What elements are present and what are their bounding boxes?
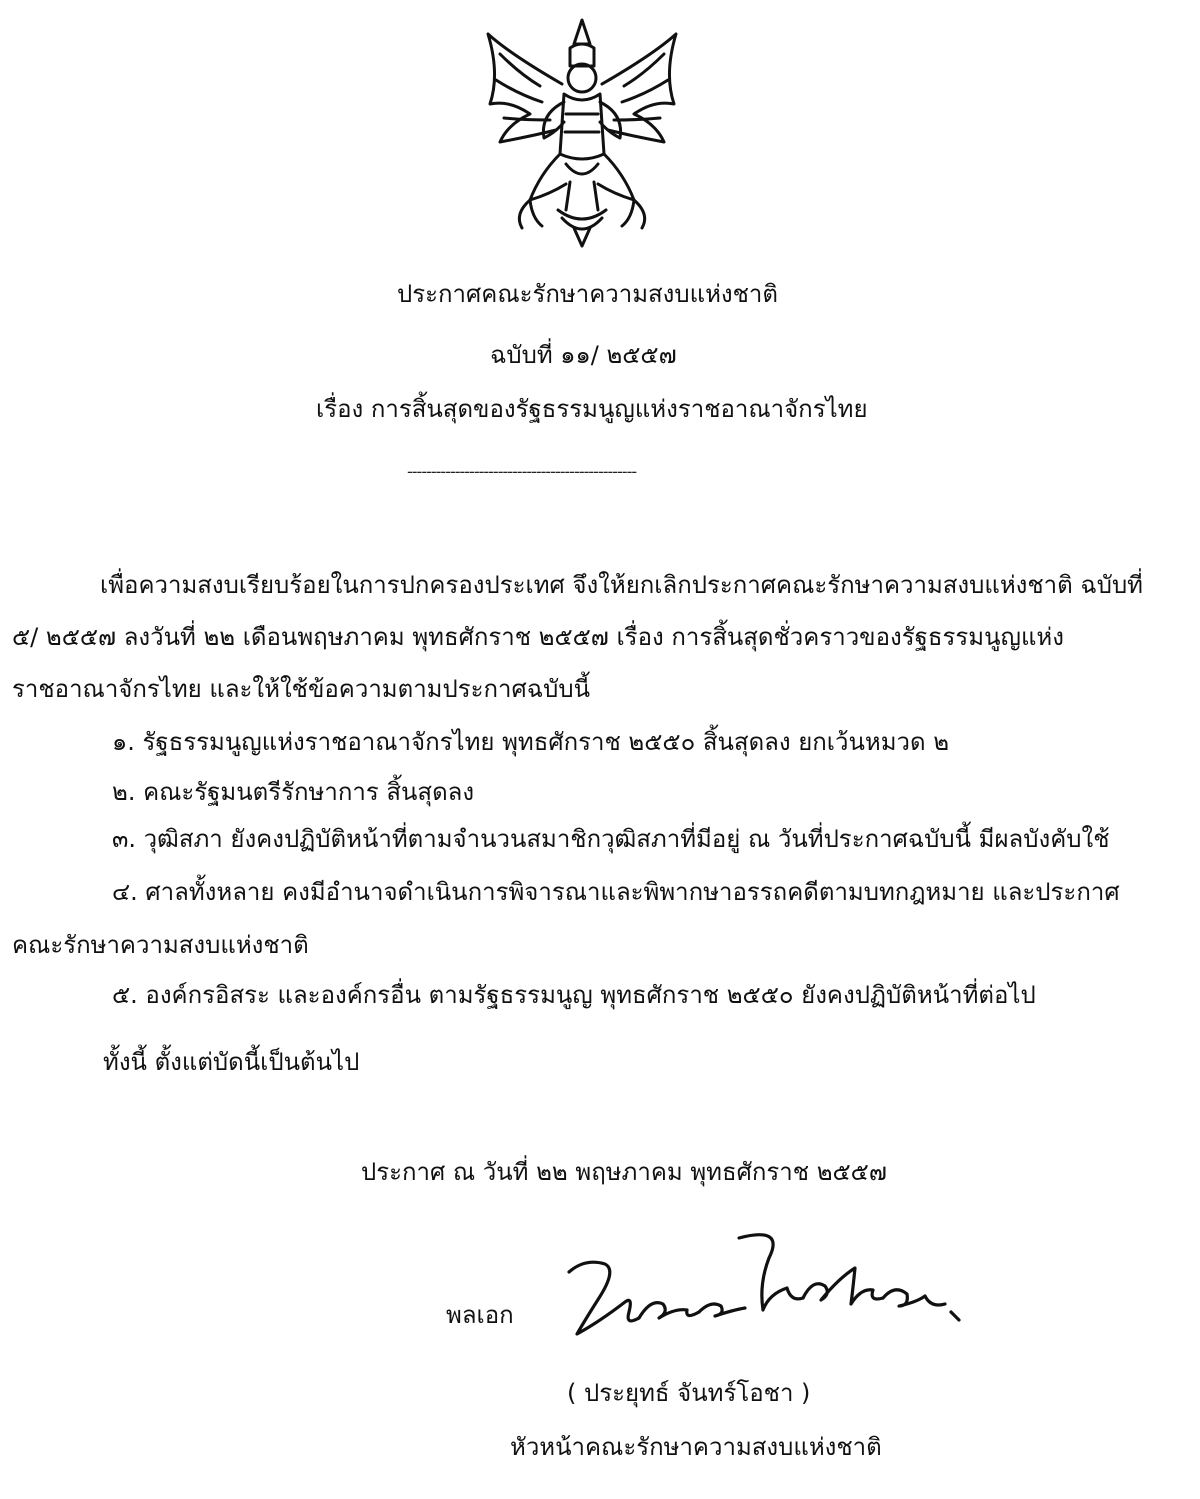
list-item-4-line-2: คณะรักษาความสงบแห่งชาติ <box>12 931 309 959</box>
paragraph-1-line-3: ราชอาณาจักรไทย และให้ใช้ข้อความตามประกาศฉบับนี้ <box>12 675 590 703</box>
signer-rank: พลเอก <box>446 1301 514 1329</box>
document-title: ประกาศคณะรักษาความสงบแห่งชาติ <box>397 280 778 308</box>
signer-position: หัวหน้าคณะรักษาความสงบแห่งชาติ <box>510 1433 882 1461</box>
signature-icon <box>555 1228 975 1358</box>
list-item-1: ๑. รัฐธรรมนูญแห่งราชอาณาจักรไทย พุทธศักราช ๒๕๕๐ สิ้นสุดลง ยกเว้นหมวด ๒ <box>112 728 950 756</box>
list-item-5: ๕. องค์กรอิสระ และองค์กรอื่น ตามรัฐธรรมนูญ พุทธศักราช ๒๕๕๐ ยังคงปฏิบัติหน้าที่ต่อไป <box>112 981 1036 1009</box>
issue-number: ฉบับที่ ๑๑/ ๒๕๕๗ <box>490 341 677 369</box>
list-item-3: ๓. วุฒิสภา ยังคงปฏิบัติหน้าที่ตามจำนวนสมาชิกวุฒิสภาที่มีอยู่ ณ วันที่ประกาศฉบับนี้ มีผลบังคับใช้ <box>112 825 1110 853</box>
list-item-4-line-1: ๔. ศาลทั้งหลาย คงมีอำนาจดำเนินการพิจารณาและพิพากษาอรรถคดีตามบทกฎหมาย และประกาศ <box>112 878 1120 906</box>
document-subject: เรื่อง การสิ้นสุดของรัฐธรรมนูญแห่งราชอาณาจักรไทย <box>316 395 868 423</box>
garuda-emblem-icon <box>470 14 694 248</box>
effective-statement: ทั้งนี้ ตั้งแต่บัดนี้เป็นต้นไป <box>103 1048 360 1076</box>
announcement-date: ประกาศ ณ วันที่ ๒๒ พฤษภาคม พุทธศักราช ๒๕๕๗ <box>361 1158 887 1186</box>
list-item-2: ๒. คณะรัฐมนตรีรักษาการ สิ้นสุดลง <box>112 778 475 806</box>
paragraph-1-line-1: เพื่อความสงบเรียบร้อยในการปกครองประเทศ จึงให้ยกเลิกประกาศคณะรักษาความสงบแห่งชาติ ฉบับที่ <box>100 571 1143 599</box>
paragraph-1-line-2: ๕/ ๒๕๕๗ ลงวันที่ ๒๒ เดือนพฤษภาคม พุทธศักราช ๒๕๕๗ เรื่อง การสิ้นสุดชั่วคราวของรัฐธรรมนูญแห่ง <box>12 623 1064 651</box>
divider-line: ------------------------------------------------ <box>407 462 637 481</box>
signer-name: ( ประยุทธ์ จันทร์โอชา ) <box>567 1379 811 1407</box>
